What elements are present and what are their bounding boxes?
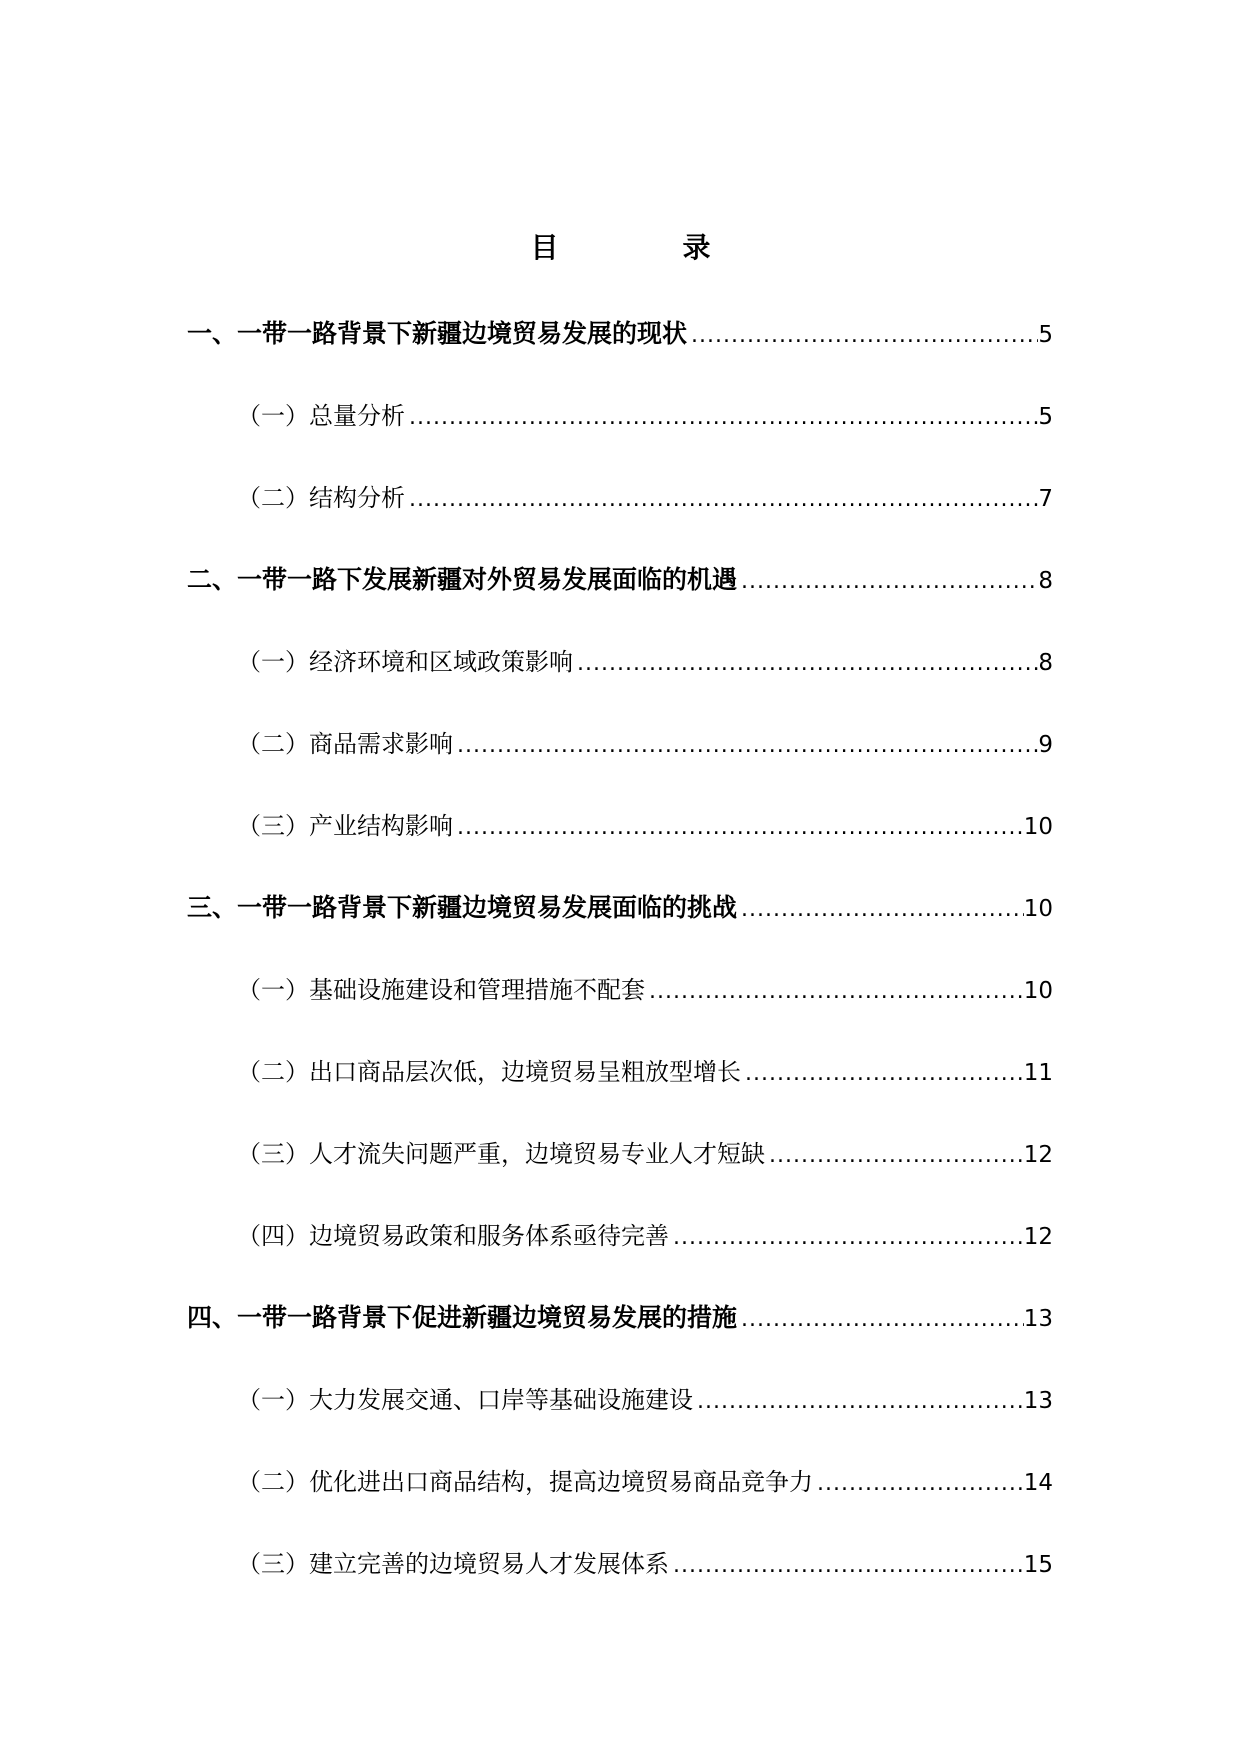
toc-chapter-entry[interactable] [187,882,1053,964]
toc-page-number: 8 [1038,568,1053,594]
toc-dot-leader [645,966,1024,1018]
toc-dot-leader [741,1048,1024,1100]
toc-section-entry[interactable] [187,1046,1053,1128]
toc-dot-leader [765,1130,1024,1182]
toc-page-number: 14 [1023,1470,1053,1496]
toc-chapter-entry[interactable] [187,554,1053,636]
toc-entry-text: （二）出口商品层次低，边境贸易呈粗放型增长 [237,1058,741,1086]
toc-dot-leader [405,392,1038,444]
toc-section-entry[interactable] [187,964,1053,1046]
toc-chapter-entry[interactable] [187,1292,1053,1374]
toc-page-number: 5 [1038,404,1053,430]
toc-page-number: 13 [1023,1306,1053,1332]
toc-page-number: 9 [1038,732,1053,758]
toc-page-number: 10 [1023,978,1053,1004]
toc-entry-text: （三）产业结构影响 [237,812,453,840]
toc-section-entry[interactable] [187,800,1053,882]
toc-page-number: 10 [1023,896,1053,922]
toc-title: 目 录 [530,231,759,264]
toc-entry-text: （四）边境贸易政策和服务体系亟待完善 [237,1222,669,1250]
toc-entry-text: （一）总量分析 [237,402,405,430]
toc-dot-leader [405,474,1038,526]
toc-entry-text: （二）商品需求影响 [237,730,453,758]
toc-entry-text: （三）人才流失问题严重，边境贸易专业人才短缺 [237,1140,765,1168]
toc-section-entry[interactable] [187,1128,1053,1210]
toc-dot-leader [669,1540,1024,1592]
toc-page-number: 12 [1023,1224,1053,1250]
toc-dot-leader [453,720,1038,772]
toc-entry-text: （三）建立完善的边境贸易人才发展体系 [237,1550,669,1578]
toc-entry-text: （一）大力发展交通、口岸等基础设施建设 [237,1386,693,1414]
toc-section-entry[interactable] [187,390,1053,472]
toc-page-number: 15 [1023,1552,1053,1578]
toc-entry-text: （二）优化进出口商品结构，提高边境贸易商品竞争力 [237,1468,813,1496]
toc-page-number: 8 [1038,650,1053,676]
toc-section-entry[interactable] [187,718,1053,800]
toc-page-number: 11 [1023,1060,1053,1086]
toc-dot-leader [669,1212,1024,1264]
toc-section-entry[interactable] [187,472,1053,554]
toc-section-entry[interactable] [187,636,1053,718]
toc-dot-leader [687,310,1038,362]
toc-entry-text: （二）结构分析 [237,484,405,512]
toc-entry-text: 四、一带一路背景下促进新疆边境贸易发展的措施 [187,1303,738,1332]
toc-section-entry[interactable] [187,1456,1053,1538]
toc-list [187,308,1053,1620]
toc-dot-leader [693,1376,1024,1428]
toc-entry-text: 一、一带一路背景下新疆边境贸易发展的现状 [187,319,688,348]
toc-entry-text: 二、一带一路下发展新疆对外贸易发展面临的机遇 [187,565,738,594]
toc-page-number: 7 [1038,486,1053,512]
toc-section-entry[interactable] [187,1538,1053,1620]
toc-dot-leader [573,638,1038,690]
toc-section-entry[interactable] [187,1374,1053,1456]
toc-entry-text: （一）经济环境和区域政策影响 [237,648,573,676]
toc-entry-text: （一）基础设施建设和管理措施不配套 [237,976,645,1004]
toc-chapter-entry[interactable] [187,308,1053,390]
toc-dot-leader [813,1458,1024,1510]
toc-page-number: 10 [1023,814,1053,840]
toc-page-number: 5 [1038,322,1053,348]
toc-dot-leader [737,884,1024,936]
toc-dot-leader [737,556,1038,608]
toc-dot-leader [453,802,1024,854]
toc-entry-text: 三、一带一路背景下新疆边境贸易发展面临的挑战 [187,893,738,922]
toc-page-number: 13 [1023,1388,1053,1414]
toc-section-entry[interactable] [187,1210,1053,1292]
toc-dot-leader [737,1294,1024,1346]
toc-page-number: 12 [1023,1142,1053,1168]
